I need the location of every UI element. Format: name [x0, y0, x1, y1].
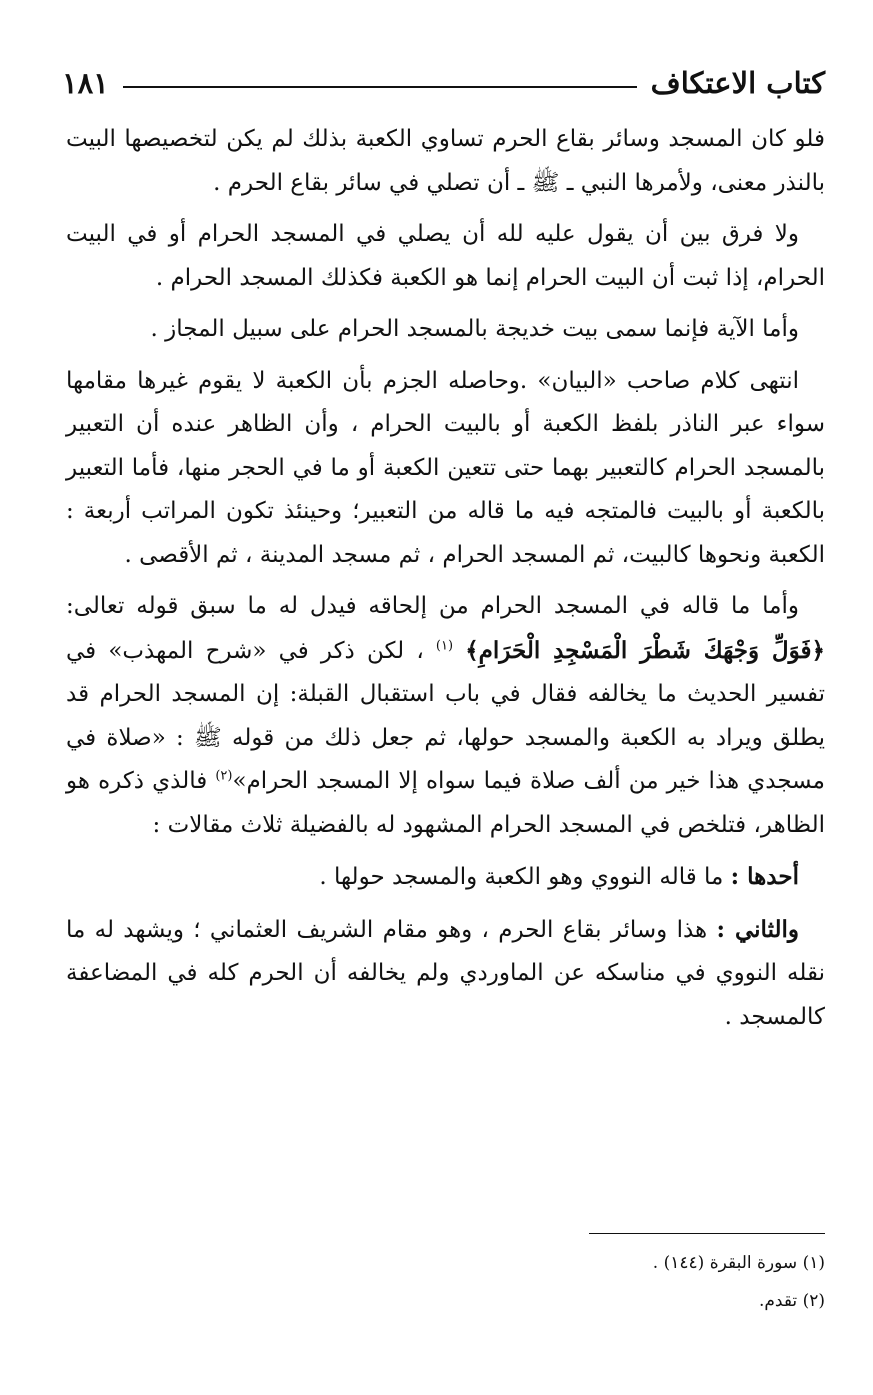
paragraph-4: انتهى كلام صاحب «البيان» .وحاصله الجزم بأن الكعبة لا يقوم غيرها مقامها سواء عبر الناذر بلفظ الكعبة أو بالبيت الحرام ، وأن الظاهر عنده أن التعبير بالمسجد الحرام كالتعبير بهما حتى تتعين الكعبة أو ما في الحجر منها، فأما التعبير بالكعبة أو بالبيت فالمتجه فيه ما قاله من التعبير؛ وحينئذ تكون المراتب أربعة : الكعبة ونحوها كالبيت، ثم المسجد الحرام ، ثم مسجد المدينة ، ثم الأقصى .	[66, 367, 825, 568]
paragraph-2: ولا فرق بين أن يقول عليه لله أن يصلي في المسجد الحرام أو في البيت الحرام، إذا ثبت أن البيت الحرام إنما هو الكعبة فكذلك المسجد الحرام .	[66, 221, 825, 291]
footnote-text: سورة البقرة (١٤٤) .	[652, 1253, 798, 1273]
footnote-ref-1[interactable]: (١)	[435, 637, 454, 653]
paragraph-1: فلو كان المسجد وسائر بقاع الحرم تساوي الكعبة بذلك لم يكن لتخصيصها البيت بالنذر معنى، ولأمرها النبي ـ ﷺ ـ أن تصلي في سائر بقاع الحرم .	[66, 126, 825, 196]
footnote-text: تقدم.	[758, 1291, 798, 1311]
second-opinion-text: هذا وسائر بقاع الحرم ، وهو مقام الشريف العثماني ؛ ويشهد له ما نقله النووي في مناسكه عن الماوردي ولم يخالفه أن الحرم كله في المضاعفة كالمسجد .	[66, 916, 825, 1030]
footnote-ref-2[interactable]: (٢)	[215, 768, 233, 784]
header-rule	[123, 86, 637, 88]
footnote-separator	[589, 1233, 825, 1234]
footnote-number: (٢)	[802, 1291, 825, 1311]
paragraph-5	[66, 585, 825, 847]
footnote-2	[66, 1286, 825, 1316]
first-opinion-text: ما قاله النووي وهو الكعبة والمسجد حولها .	[319, 864, 724, 890]
second-opinion-label: والثاني :	[716, 915, 800, 943]
footnote-1	[66, 1248, 825, 1278]
book-title: كتاب الاعتكاف	[650, 66, 825, 100]
first-opinion-label: أحدها :	[730, 863, 799, 890]
paragraph-6	[66, 855, 825, 900]
paragraph-3: وأما الآية فإنما سمى بيت خديجة بالمسجد الحرام على سبيل المجاز .	[150, 316, 799, 342]
quran-verse: ﴿فَوَلِّ وَجْهَكَ شَطْرَ الْمَسْجِدِ الْحَرَامِ﴾	[465, 636, 825, 664]
paragraph-7	[66, 908, 825, 1040]
paragraph-5-intro: وأما ما قاله في المسجد الحرام من إلحاقه فيدل له ما سبق قوله تعالى:	[66, 593, 799, 619]
footnote-number: (١)	[802, 1253, 825, 1273]
paragraph-5-middle: ، لكن ذكر في «شرح المهذب» في تفسير الحديث ما يخالفه فقال في باب استقبال القبلة: إن المسجد الحرام قد يطلق ويراد به الكعبة والمسجد حولها، ثم جعل ذلك من قوله ﷺ : «صلاة في مسجدي هذا خير من ألف صلاة فيما سواه إلا المسجد الحرام»	[66, 637, 826, 794]
footnotes	[66, 1248, 825, 1324]
running-header	[62, 58, 825, 108]
paragraph-5-conclusion: فالذي ذكره هو الظاهر، فتلخص في المسجد الحرام المشهود له بالفضيلة ثلاث مقالات :	[66, 768, 825, 838]
main-text	[66, 118, 825, 1047]
page-number: ١٨١	[62, 66, 109, 100]
